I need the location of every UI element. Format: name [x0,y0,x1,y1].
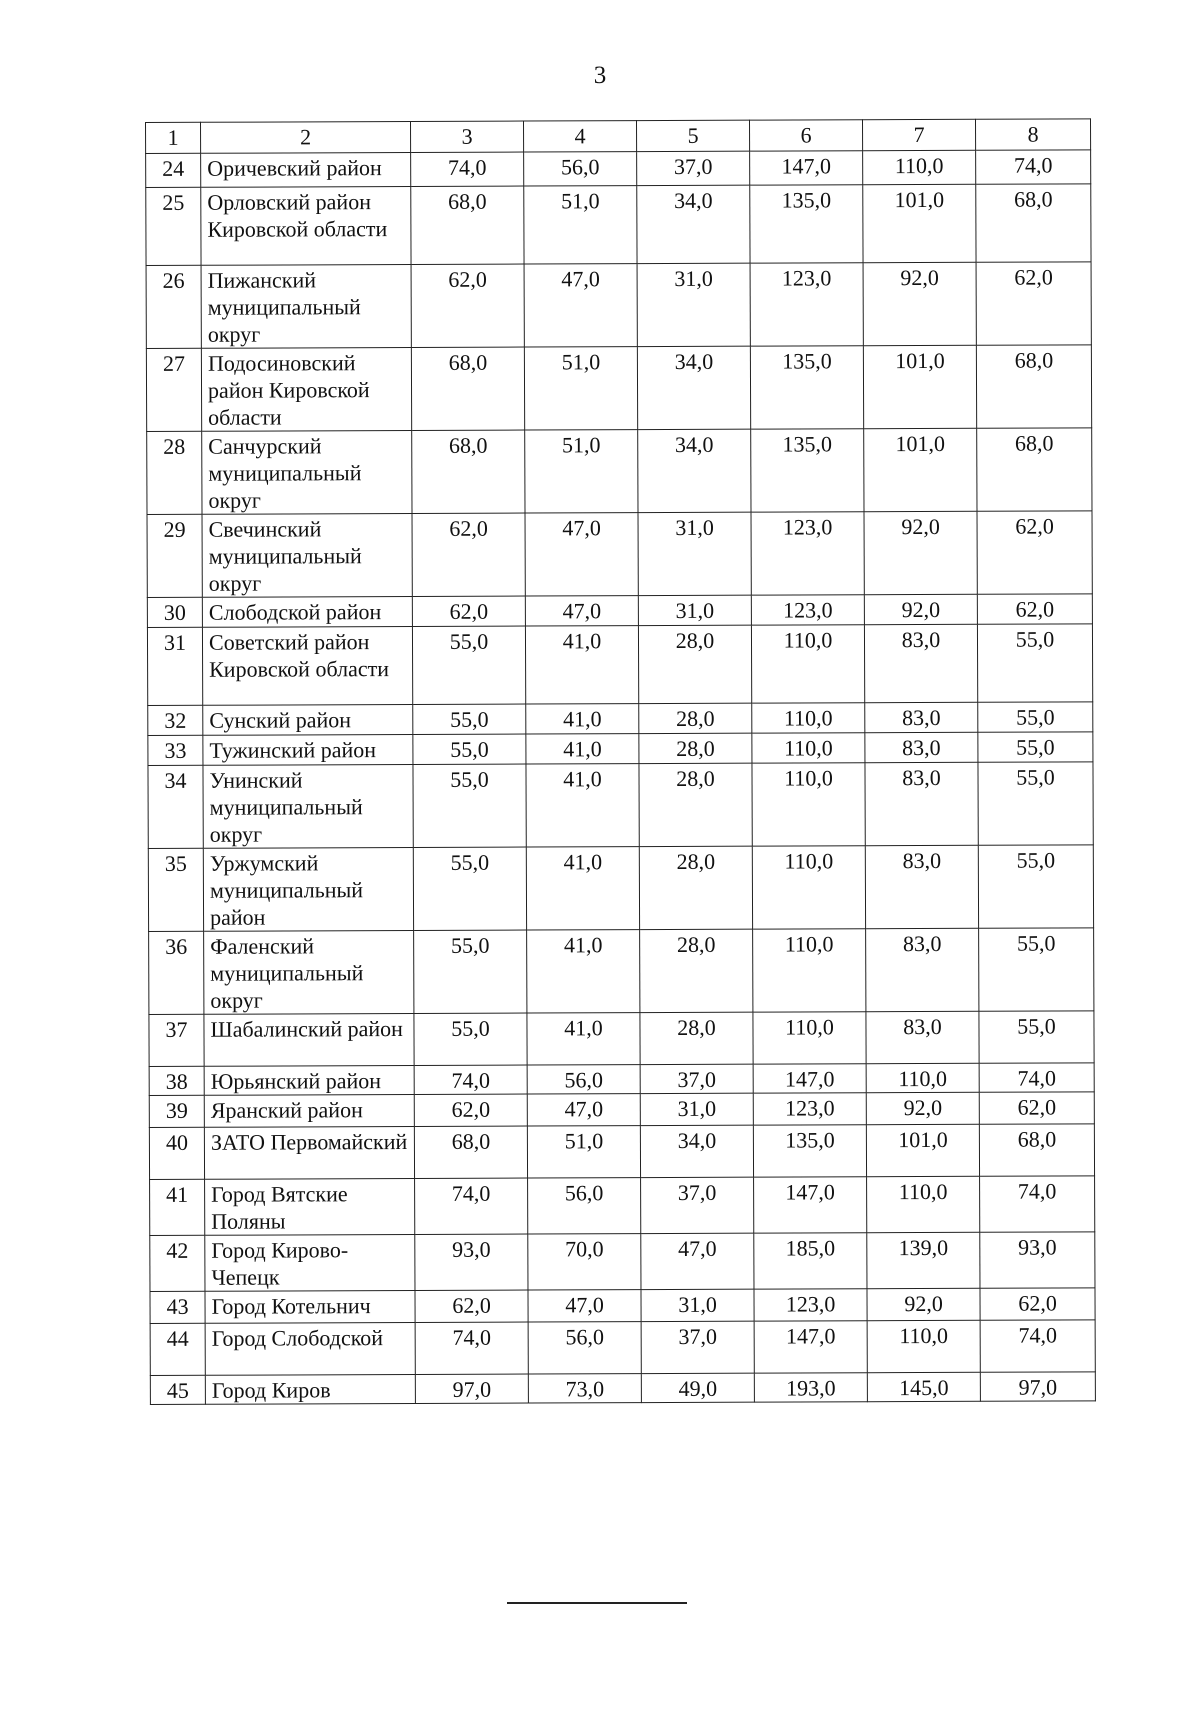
header-cell: 1 [146,122,201,153]
value-cell: 110,0 [867,1176,980,1232]
municipality-name-cell: Орловский район Кировской области [201,186,411,265]
value-cell: 101,0 [863,184,976,262]
row-number-cell: 42 [150,1235,205,1291]
row-number-cell: 28 [147,431,202,514]
value-cell: 123,0 [754,1289,867,1321]
value-cell: 185,0 [754,1233,867,1289]
value-cell: 55,0 [414,1013,527,1065]
value-cell: 92,0 [864,594,977,624]
value-cell: 193,0 [754,1373,867,1402]
table-row [150,1176,1095,1236]
municipality-name-cell: Подосиновский район Кировской области [201,347,411,431]
allocation-table [145,118,1096,1405]
value-cell: 83,0 [866,1011,979,1063]
value-cell: 34,0 [637,185,750,263]
row-number-cell: 25 [146,187,201,265]
value-cell: 62,0 [414,1094,527,1126]
value-cell: 55,0 [412,626,525,704]
value-cell: 34,0 [640,1125,753,1177]
value-cell: 101,0 [863,345,976,428]
value-cell: 41,0 [527,930,640,1013]
table-row [149,928,1094,1015]
value-cell: 55,0 [978,762,1093,845]
value-cell: 34,0 [638,429,751,512]
value-cell: 135,0 [750,346,863,429]
value-cell: 74,0 [979,1063,1094,1092]
value-cell: 110,0 [863,150,976,184]
table-body [146,119,1096,1405]
table-row [148,732,1093,766]
municipality-name-cell: Город Киров [205,1374,415,1404]
value-cell: 110,0 [866,1063,979,1092]
value-cell: 74,0 [976,150,1091,184]
municipality-name-cell: Свечинский муниципальный округ [202,513,412,597]
value-cell: 123,0 [750,263,863,346]
value-cell: 55,0 [413,764,526,847]
value-cell: 110,0 [752,733,865,763]
value-cell: 41,0 [527,1013,640,1065]
value-cell: 92,0 [863,262,976,345]
value-cell: 62,0 [977,511,1092,594]
row-number-cell: 31 [147,627,202,705]
value-cell: 110,0 [752,703,865,733]
header-cell: 5 [636,120,749,151]
value-cell: 135,0 [753,1125,866,1177]
table-row [147,594,1092,628]
value-cell: 68,0 [979,1124,1094,1176]
municipality-name-cell: Шабалинский район [204,1013,414,1066]
value-cell: 55,0 [414,930,527,1013]
municipality-name-cell: Оричевский район [201,152,411,187]
row-number-cell: 45 [150,1375,205,1404]
table-row [149,1124,1094,1180]
value-cell: 145,0 [867,1372,980,1401]
value-cell: 41,0 [526,734,639,764]
value-cell: 101,0 [866,1124,979,1176]
value-cell: 37,0 [637,151,750,185]
value-cell: 47,0 [641,1233,754,1289]
value-cell: 93,0 [415,1234,528,1290]
table-row [147,428,1092,515]
value-cell: 55,0 [413,847,526,930]
value-cell: 31,0 [641,1289,754,1321]
value-cell: 101,0 [864,428,977,511]
value-cell: 31,0 [637,263,750,346]
municipality-name-cell: Сунский район [203,704,413,735]
value-cell: 31,0 [638,595,751,625]
table-row [146,262,1091,349]
value-cell: 68,0 [977,428,1092,511]
value-cell: 68,0 [412,430,525,513]
value-cell: 41,0 [525,626,638,704]
table-row [148,762,1093,849]
value-cell: 56,0 [524,152,637,186]
municipality-name-cell: Уржумский муниципальный район [203,847,413,931]
value-cell: 110,0 [752,846,865,929]
municipality-name-cell: Советский район Кировской области [202,626,412,705]
value-cell: 28,0 [640,1012,753,1064]
row-number-cell: 33 [148,735,203,765]
value-cell: 74,0 [980,1320,1095,1372]
municipality-name-cell: Город Слободской [205,1322,415,1375]
value-cell: 73,0 [528,1374,641,1403]
table-row [146,184,1091,266]
value-cell: 83,0 [865,762,978,845]
table-row [146,345,1091,432]
value-cell: 123,0 [751,595,864,625]
value-cell: 74,0 [415,1178,528,1234]
value-cell: 83,0 [864,624,977,702]
municipality-name-cell: Город Котельнич [205,1290,415,1323]
footer-divider [507,1602,687,1604]
value-cell: 56,0 [528,1178,641,1234]
value-cell: 62,0 [976,262,1091,345]
table-row [149,1092,1094,1128]
value-cell: 55,0 [978,702,1093,732]
value-cell: 28,0 [639,733,752,763]
value-cell: 92,0 [867,1288,980,1320]
value-cell: 139,0 [867,1232,980,1288]
value-cell: 41,0 [526,704,639,734]
value-cell: 62,0 [412,596,525,626]
value-cell: 147,0 [750,151,863,185]
value-cell: 74,0 [980,1176,1095,1232]
table-row [150,1288,1095,1324]
value-cell: 28,0 [638,625,751,703]
value-cell: 110,0 [751,625,864,703]
value-cell: 28,0 [639,846,752,929]
value-cell: 28,0 [639,703,752,733]
value-cell: 41,0 [526,764,639,847]
municipality-name-cell: Яранский район [204,1094,414,1127]
value-cell: 123,0 [751,512,864,595]
header-cell: 7 [862,119,975,150]
table-row [149,1011,1094,1067]
value-cell: 62,0 [411,264,524,347]
value-cell: 92,0 [866,1092,979,1124]
municipality-name-cell: Тужинский район [203,734,413,765]
value-cell: 62,0 [415,1290,528,1322]
row-number-cell: 44 [150,1323,205,1375]
row-number-cell: 32 [148,705,203,735]
municipality-name-cell: Слободской район [202,596,412,627]
value-cell: 83,0 [865,702,978,732]
header-cell: 4 [523,121,636,152]
municipality-name-cell: Юрьянский район [204,1065,414,1095]
table-row [150,1320,1095,1376]
value-cell: 83,0 [865,845,978,928]
table-row [150,1372,1095,1405]
header-cell: 6 [749,120,862,151]
municipality-name-cell: ЗАТО Первомайский [204,1126,414,1179]
value-cell: 56,0 [527,1065,640,1094]
value-cell: 37,0 [640,1064,753,1093]
value-cell: 47,0 [528,1290,641,1322]
header-cell: 2 [201,121,411,153]
value-cell: 55,0 [413,704,526,734]
value-cell: 68,0 [976,345,1091,428]
value-cell: 62,0 [979,1092,1094,1124]
value-cell: 97,0 [980,1372,1095,1401]
municipality-name-cell: Фаленский муниципальный округ [204,930,414,1014]
row-number-cell: 30 [147,597,202,627]
value-cell: 55,0 [978,845,1093,928]
municipality-name-cell: Город Кирово-Чепецк [205,1234,415,1291]
table-row [147,511,1092,598]
value-cell: 55,0 [977,624,1092,702]
table-row [148,702,1093,736]
value-cell: 47,0 [524,264,637,347]
row-number-cell: 26 [146,265,201,348]
row-number-cell: 38 [149,1066,204,1095]
municipality-name-cell: Пижанский муниципальный округ [201,264,411,348]
value-cell: 93,0 [980,1232,1095,1288]
value-cell: 147,0 [753,1064,866,1093]
value-cell: 74,0 [411,152,524,186]
value-cell: 31,0 [640,1093,753,1125]
value-cell: 55,0 [413,734,526,764]
row-number-cell: 29 [147,514,202,597]
value-cell: 55,0 [978,732,1093,762]
value-cell: 55,0 [979,928,1094,1011]
row-number-cell: 36 [149,931,204,1014]
value-cell: 37,0 [641,1177,754,1233]
table-row [146,150,1091,188]
value-cell: 51,0 [525,430,638,513]
page-number: 3 [593,62,607,89]
value-cell: 28,0 [640,929,753,1012]
header-cell: 3 [410,121,523,152]
row-number-cell: 37 [149,1014,204,1066]
table-row [150,1232,1095,1292]
value-cell: 28,0 [639,763,752,846]
value-cell: 83,0 [865,732,978,762]
value-cell: 68,0 [411,347,524,430]
table-row [147,624,1092,706]
row-number-cell: 43 [150,1291,205,1323]
row-number-cell: 40 [149,1127,204,1179]
table-row [148,845,1093,932]
value-cell: 110,0 [753,929,866,1012]
value-cell: 123,0 [753,1093,866,1125]
value-cell: 70,0 [528,1234,641,1290]
value-cell: 83,0 [866,928,979,1011]
value-cell: 110,0 [753,1012,866,1064]
value-cell: 68,0 [976,184,1091,262]
value-cell: 68,0 [414,1126,527,1178]
value-cell: 31,0 [638,512,751,595]
value-cell: 62,0 [980,1288,1095,1320]
row-number-cell: 41 [150,1179,205,1235]
municipality-name-cell: Санчурский муниципальный округ [202,430,412,514]
value-cell: 34,0 [637,346,750,429]
value-cell: 110,0 [752,763,865,846]
value-cell: 135,0 [751,429,864,512]
row-number-cell: 39 [149,1095,204,1127]
table-header-row [146,119,1091,154]
value-cell: 51,0 [524,186,637,264]
value-cell: 97,0 [415,1374,528,1403]
table-row [149,1063,1094,1096]
value-cell: 47,0 [525,513,638,596]
value-cell: 68,0 [411,186,524,264]
value-cell: 147,0 [754,1177,867,1233]
header-cell: 8 [975,119,1090,150]
value-cell: 74,0 [415,1322,528,1374]
row-number-cell: 35 [148,848,203,931]
value-cell: 47,0 [527,1094,640,1126]
value-cell: 55,0 [979,1011,1094,1063]
municipality-name-cell: Город Вятские Поляны [205,1178,415,1235]
value-cell: 62,0 [412,513,525,596]
value-cell: 47,0 [525,596,638,626]
value-cell: 51,0 [524,347,637,430]
value-cell: 74,0 [414,1065,527,1094]
row-number-cell: 34 [148,765,203,848]
municipality-name-cell: Унинский муниципальный округ [203,764,413,848]
value-cell: 92,0 [864,511,977,594]
value-cell: 41,0 [526,847,639,930]
row-number-cell: 24 [146,153,201,187]
value-cell: 37,0 [641,1321,754,1373]
value-cell: 49,0 [641,1373,754,1402]
value-cell: 110,0 [867,1320,980,1372]
value-cell: 62,0 [977,594,1092,624]
value-cell: 147,0 [754,1321,867,1373]
row-number-cell: 27 [146,348,201,431]
value-cell: 135,0 [750,185,863,263]
value-cell: 56,0 [528,1322,641,1374]
value-cell: 51,0 [527,1126,640,1178]
